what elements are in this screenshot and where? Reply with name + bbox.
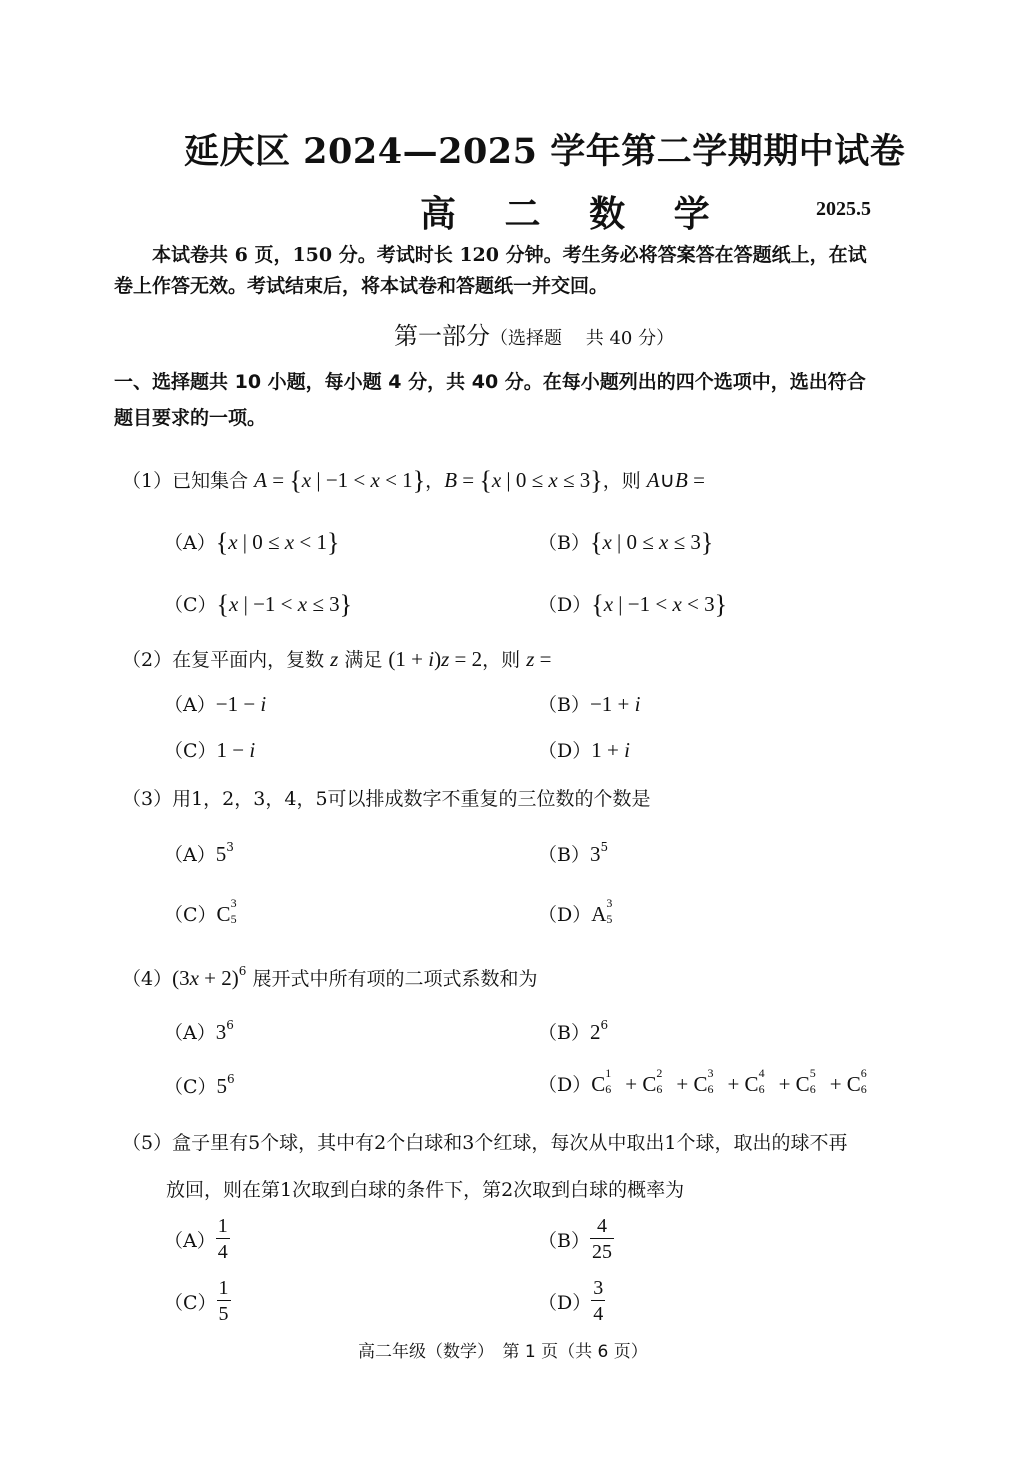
question-5-option-d: （D） $\frac{3}{4}$ bbox=[538, 1277, 604, 1325]
question-2-option-a: （A）−1 − i bbox=[164, 692, 267, 716]
question-3-option-a: $(A)5^3$ bbox=[164, 840, 234, 866]
question-4-option-c: $(C)5^6$ bbox=[164, 1072, 235, 1098]
question-5-stem-line-2: 放回，则在第1次取到白球的条件下，第2次取到白球的概率为 bbox=[166, 1179, 685, 1201]
page-footer: 高二年级（数学） 第 1 页（共 6 页） bbox=[358, 1342, 648, 1362]
question-5-option-b: （B） $\frac{4}{25}$ bbox=[538, 1215, 612, 1263]
question-1-option-b: （B）{x | 0 ≤ x ≤ 3} bbox=[538, 528, 714, 557]
section-instructions-2: 题目要求的一项。 bbox=[114, 407, 267, 429]
question-3-option-d: （D）A 3 5 bbox=[538, 896, 613, 926]
question-4-option-a: $(A)3^6$ bbox=[164, 1018, 234, 1044]
question-2-option-d: （D）1 + i bbox=[538, 738, 630, 762]
question-4-option-b: $(B)2^6$ bbox=[538, 1018, 609, 1044]
question-1-option-a: （A）{x | 0 ≤ x < 1} bbox=[164, 528, 340, 557]
question-2-stem: （2）在复平面内，复数 z 满足 (1 + i)z = 2，则 z = bbox=[122, 647, 552, 671]
exam-title: 延庆区 2024—2025 学年第二学期期中试卷 bbox=[184, 131, 906, 172]
question-2-option-b: （B）−1 + i bbox=[538, 692, 641, 716]
part-title: 第一部分 bbox=[394, 322, 490, 350]
section-instructions-1: 一、选择题共 10 小题，每小题 4 分，共 40 分。在每小题列出的四个选项中，选出符合 bbox=[114, 371, 866, 393]
question-3-option-c: （C）C 3 5 bbox=[164, 896, 237, 926]
intro-line-2: 卷上作答无效。考试结束后，将本试卷和答题纸一并交回。 bbox=[114, 275, 609, 297]
exam-date: 2025.5 bbox=[816, 198, 871, 220]
question-4-option-d: （D）C 1 6 + C 2 6 + C 3 6 + C 4 6 + C 5 6 + C 6 6 bbox=[538, 1066, 867, 1096]
part-note: （选择题 共 40 分） bbox=[490, 328, 675, 349]
question-4-stem: $(4)(3x + 2)^6$ 展开式中所有项的二项式系数和为 bbox=[122, 964, 538, 990]
subject-title: 高 二 数 学 bbox=[420, 193, 728, 235]
part-heading bbox=[394, 316, 674, 351]
question-3-option-b: $(B)3^5$ bbox=[538, 840, 609, 866]
question-5-stem-line-1: （5）盒子里有5个球，其中有2个白球和3个红球，每次从中取出1个球，取出的球不再 bbox=[122, 1132, 848, 1154]
question-1-option-c: （C）{x | −1 < x ≤ 3} bbox=[164, 590, 353, 619]
question-1-stem: （1）已知集合 A = {x | −1 < x < 1}，B = {x | 0 ≤ x ≤ 3}，则 A∪B = bbox=[122, 466, 705, 495]
question-1-option-d: （D）{x | −1 < x < 3} bbox=[538, 590, 728, 619]
question-5-option-c: （C） $\frac{1}{5}$ bbox=[164, 1277, 229, 1325]
question-5-option-a: （A） $\frac{1}{4}$ bbox=[164, 1215, 228, 1263]
intro-line-1: 本试卷共 6 页，150 分。考试时长 120 分钟。考生务必将答案答在答题纸上，在试 bbox=[152, 244, 867, 266]
question-2-option-c: （C）1 − i bbox=[164, 738, 256, 762]
question-3-stem: （3）用1，2，3，4，5可以排成数字不重复的三位数的个数是 bbox=[122, 788, 651, 810]
